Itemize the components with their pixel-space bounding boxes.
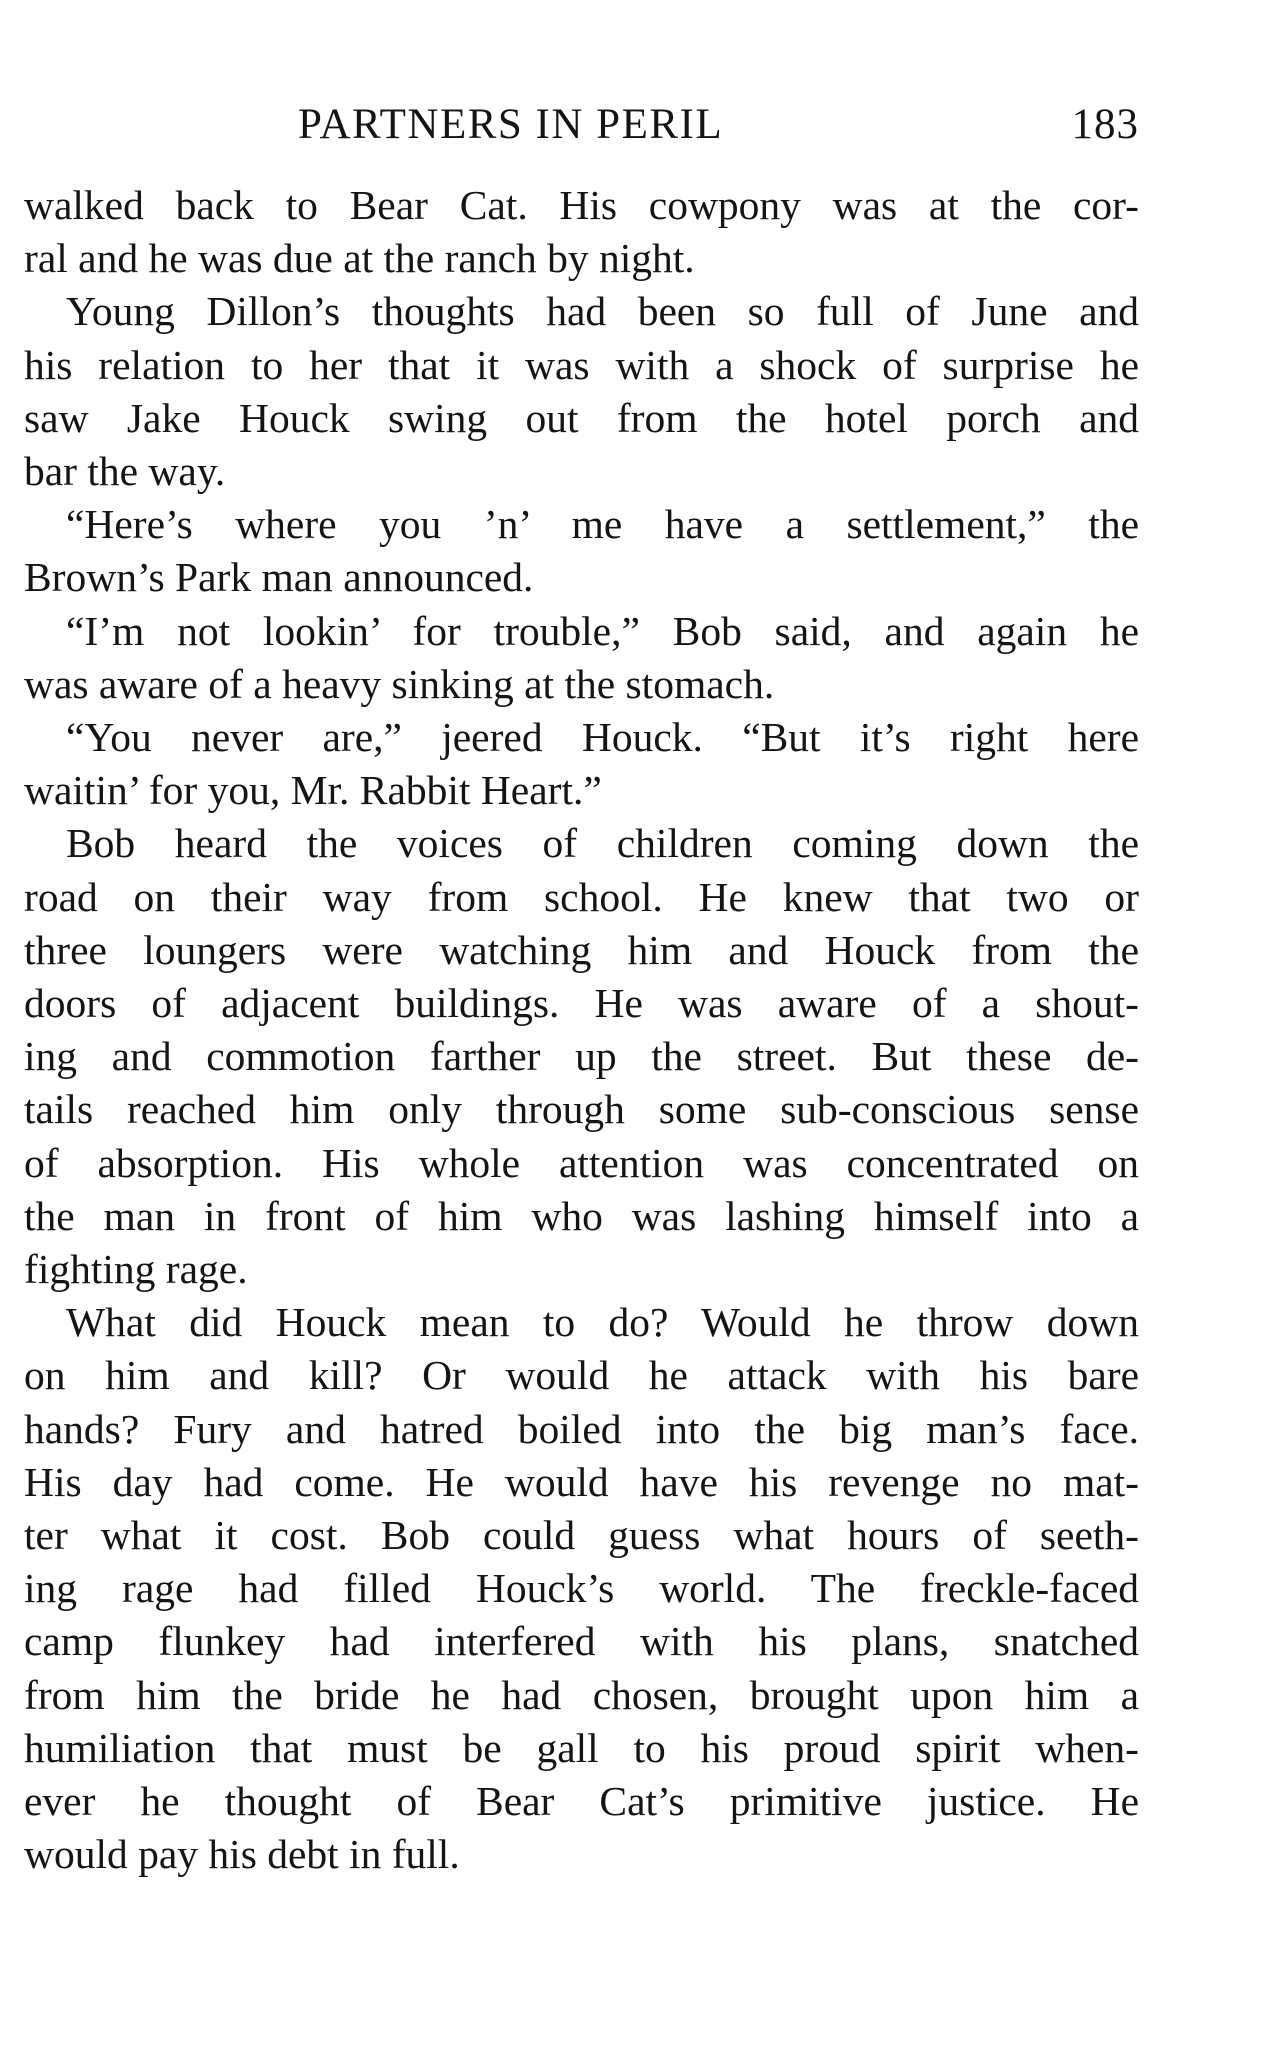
text-line: “Here’s where you ’n’ me have a settlement,” the — [66, 501, 1139, 548]
text-line: “You never are,” jeered Houck. “But it’s right here — [66, 714, 1139, 761]
text-line: road on their way from school. He knew that two or — [24, 873, 1139, 920]
text-line: three loungers were watching him and Houck from the — [24, 926, 1139, 973]
text-line: ing rage had filled Houck’s world. The freckle-faced — [24, 1565, 1139, 1612]
text-line: the man in front of him who was lashing himself into a — [24, 1192, 1139, 1239]
text-line: What did Houck mean to do? Would he throw down — [66, 1299, 1139, 1346]
text-line: Brown’s Park man announced. — [24, 554, 534, 601]
body-text — [24, 179, 1139, 1882]
text-line: waitin’ for you, Mr. Rabbit Heart.” — [24, 767, 602, 814]
text-line: ral and he was due at the ranch by night. — [24, 235, 695, 282]
text-line: his relation to her that it was with a shock of surprise he — [24, 341, 1139, 388]
text-line: ing and commotion farther up the street. But these de- — [24, 1033, 1139, 1080]
text-line: bar the way. — [24, 448, 226, 495]
text-line: ever he thought of Bear Cat’s primitive justice. He — [24, 1778, 1139, 1825]
running-head — [24, 95, 1139, 155]
text-line: “I’m not lookin’ for trouble,” Bob said, and again he — [66, 607, 1139, 654]
text-line: from him the bride he had chosen, brought upon him a — [24, 1671, 1139, 1718]
text-line: humiliation that must be gall to his proud spirit when- — [24, 1724, 1139, 1771]
text-line: on him and kill? Or would he attack with his bare — [24, 1352, 1139, 1399]
text-line: fighting rage. — [24, 1246, 248, 1293]
text-line: camp flunkey had interfered with his plans, snatched — [24, 1618, 1139, 1665]
text-line: would pay his debt in full. — [24, 1831, 460, 1878]
text-line: doors of adjacent buildings. He was aware of a shout- — [24, 980, 1139, 1027]
text-line: was aware of a heavy sinking at the stomach. — [24, 660, 775, 707]
running-title: PARTNERS IN PERIL — [298, 101, 724, 148]
book-page — [24, 95, 1139, 1882]
text-line: hands? Fury and hatred boiled into the big man’s face. — [24, 1405, 1139, 1452]
text-line: ter what it cost. Bob could guess what hours of seeth- — [24, 1512, 1139, 1559]
text-line: walked back to Bear Cat. His cowpony was at the cor- — [24, 182, 1139, 228]
text-line: of absorption. His whole attention was concentrated on — [24, 1139, 1139, 1186]
text-line: saw Jake Houck swing out from the hotel porch and — [24, 394, 1139, 441]
text-line: tails reached him only through some sub-conscious sense — [24, 1086, 1139, 1133]
page-number: 183 — [1071, 101, 1139, 148]
text-line: His day had come. He would have his revenge no mat- — [24, 1458, 1139, 1505]
text-line: Young Dillon’s thoughts had been so full of June and — [66, 288, 1139, 335]
text-line: Bob heard the voices of children coming down the — [66, 820, 1139, 867]
